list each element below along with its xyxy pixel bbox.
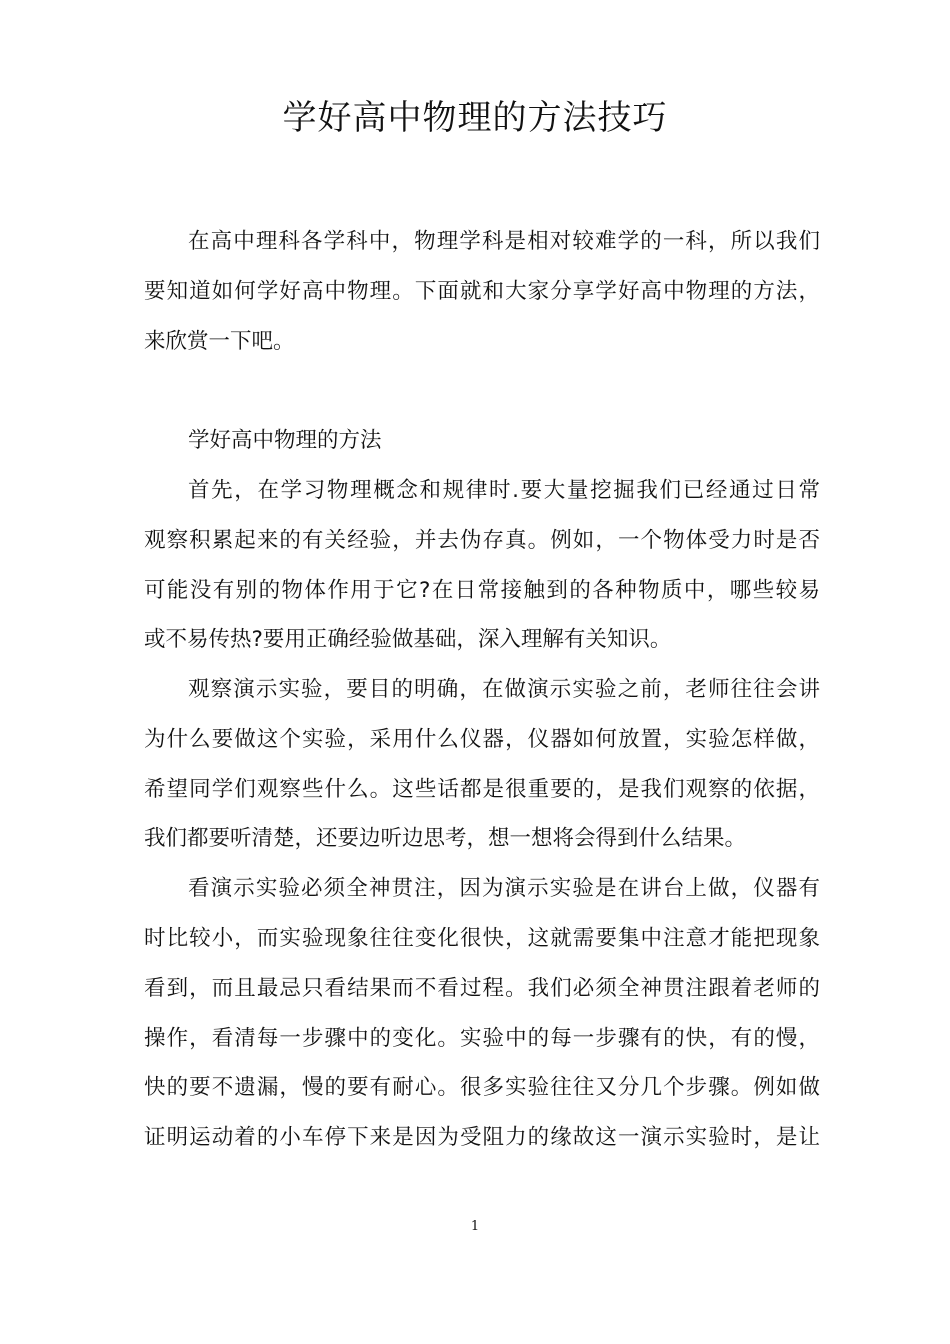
- paragraph-line: 为什么要做这个实验，采用什么仪器，仪器如何放置，实验怎样做，: [144, 727, 820, 752]
- paragraph-line: 快的要不遗漏，慢的要有耐心。很多实验往往又分几个步骤。例如做: [144, 1075, 820, 1100]
- paragraph-line: 操作，看清每一步骤中的变化。实验中的每一步骤有的快，有的慢，: [144, 1026, 820, 1051]
- paragraph-line: 观察积累起来的有关经验，并去伪存真。例如，一个物体受力时是否: [144, 528, 820, 553]
- document-title: 学好高中物理的方法技巧: [282, 98, 668, 138]
- paragraph-line: 证明运动着的小车停下来是因为受阻力的缘故这一演示实验时，是让: [144, 1125, 820, 1150]
- paragraph-line: 时比较小，而实验现象往往变化很快，这就需要集中注意才能把现象: [144, 926, 820, 951]
- intro-line: 来欣赏一下吧。: [144, 329, 295, 354]
- paragraph-line: 看演示实验必须全神贯注，因为演示实验是在讲台上做，仪器有: [188, 876, 820, 901]
- paragraph-line: 或不易传热?要用正确经验做基础，深入理解有关知识。: [144, 627, 672, 652]
- paragraph-line: 我们都要听清楚，还要边听边思考，想一想将会得到什么结果。: [144, 826, 747, 851]
- paragraph-line: 可能没有别的物体作用于它?在日常接触到的各种物质中，哪些较易: [144, 578, 820, 603]
- paragraph-line: 首先，在学习物理概念和规律时.要大量挖掘我们已经通过日常: [188, 478, 820, 503]
- page-number: 1: [470, 1219, 480, 1234]
- intro-line: 要知道如何学好高中物理。下面就和大家分享学好高中物理的方法，: [144, 279, 820, 304]
- paragraph-line: 看到，而且最忌只看结果而不看过程。我们必须全神贯注跟着老师的: [144, 976, 820, 1001]
- paragraph-line: 观察演示实验，要目的明确，在做演示实验之前，老师往往会讲: [188, 677, 820, 702]
- paragraph-line: 希望同学们观察些什么。这些话都是很重要的，是我们观察的依据，: [144, 777, 820, 802]
- intro-line: 在高中理科各学科中，物理学科是相对较难学的一科，所以我们: [188, 229, 820, 254]
- section-heading: 学好高中物理的方法: [188, 428, 382, 453]
